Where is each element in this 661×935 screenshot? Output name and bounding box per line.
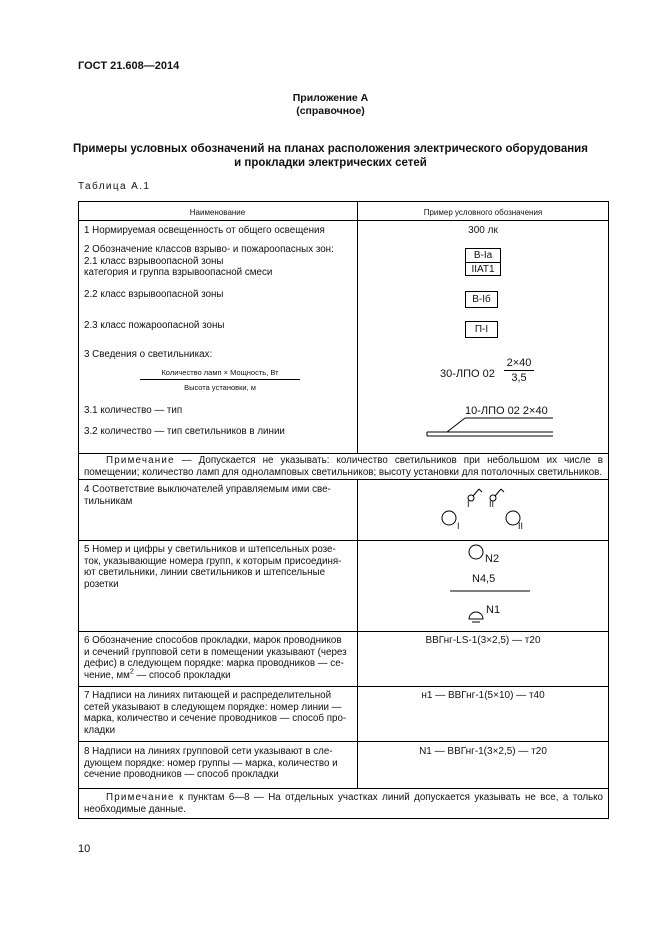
row-6-line: дефис) в следующем порядке: марка проводников — се- bbox=[84, 658, 344, 670]
zone-class-box-2-2: В-Iб bbox=[465, 291, 498, 308]
row-2-line: 2.1 класс взрывоопасной зоны bbox=[84, 255, 224, 267]
row-rule bbox=[78, 741, 609, 742]
socket-icon bbox=[469, 612, 483, 619]
row-4-name bbox=[84, 484, 351, 507]
table-caption: Таблица А.1 bbox=[78, 181, 151, 192]
note-1-label: Примечание bbox=[106, 455, 175, 466]
row-4-line: 4 Соответствие выключателей управляемым ими све- bbox=[84, 484, 331, 495]
appendix-subtitle: (справочное) bbox=[296, 105, 365, 117]
lamp-icon bbox=[442, 511, 456, 525]
line-group-label: N4,5 bbox=[472, 573, 496, 585]
switch-lever-tip bbox=[479, 489, 482, 492]
fixture-line-label: 10-ЛПО 02 2×40 bbox=[465, 405, 548, 417]
row-6-name bbox=[84, 635, 351, 681]
appendix-title: Приложение А bbox=[292, 92, 369, 104]
row-3-1-name: 3.1 количество — тип bbox=[84, 405, 183, 416]
fixture-symbol-den: 3,5 bbox=[511, 372, 527, 384]
row-6-line4-part: — способ прокладки bbox=[133, 669, 231, 681]
lamp-group-label: N2 bbox=[485, 553, 500, 565]
row-5-name bbox=[84, 544, 351, 590]
row-1-name: 1 Нормируемая освещенность от общего освещения bbox=[84, 225, 325, 236]
column-header-name: Наименование bbox=[189, 208, 246, 217]
fraction-denominator: Высота установки, м bbox=[184, 383, 256, 392]
zone-class-box bbox=[465, 248, 501, 276]
lamp-icon bbox=[469, 545, 483, 559]
switch-lever bbox=[473, 489, 479, 496]
row-7-name bbox=[84, 690, 351, 736]
row-7-line: 7 Надписи на линиях питающей и распределительной bbox=[84, 690, 332, 701]
note-1-text: — Допускается не указывать: количество светильников при небольшом их числе в помещении; количество ламп для одноламповых светильников; высоту установки для потолочных светильников. bbox=[84, 455, 603, 478]
row-2-line: категория и группа взрывоопасной смеси bbox=[84, 267, 273, 279]
appendix-heading bbox=[0, 92, 661, 118]
fraction-numerator: Количество ламп × Мощность, Вт bbox=[140, 368, 300, 380]
column-header-symbol: Пример условного обозначения bbox=[423, 208, 543, 217]
row-6-symbol: ВВГнг-LS-1(3×2,5) — т20 bbox=[425, 635, 541, 646]
row-6-line: 6 Обозначение способов прокладки, марок проводников bbox=[84, 635, 342, 646]
lamp-label-2: II bbox=[518, 521, 524, 531]
document-header: ГОСТ 21.608—2014 bbox=[78, 60, 180, 72]
table-note-2 bbox=[84, 792, 603, 815]
zone-class-top: В-Iа bbox=[466, 249, 500, 263]
fixture-symbol-fraction bbox=[504, 357, 534, 385]
switch-lever-tip bbox=[501, 489, 504, 492]
fixture-symbol-prefix: 30-ЛПО 02 bbox=[440, 368, 495, 380]
row-rule bbox=[78, 540, 609, 541]
row-3-name: 3 Сведения о светильниках: bbox=[84, 349, 213, 360]
row-6-line bbox=[84, 670, 351, 682]
note-2-text: к пунктам 6—8 — На отдельных участках линий допускается указывать не все, а только необходимые данные. bbox=[84, 792, 603, 815]
row-5-line: ток, указывающие номера групп, к которым присоединя- bbox=[84, 555, 342, 567]
lamp-label-1: I bbox=[457, 521, 460, 531]
row-rule bbox=[78, 788, 609, 789]
row-7-line: марка, количество и сечение проводников — способ про- bbox=[84, 713, 347, 725]
row-6-line: и сечений групповой сети в помещении указывают (через bbox=[84, 646, 347, 658]
header-rule bbox=[78, 220, 609, 221]
page-number: 10 bbox=[78, 843, 91, 855]
switch-label-2: II bbox=[489, 499, 495, 509]
row-rule bbox=[78, 631, 609, 632]
fixture-symbol-num: 2×40 bbox=[504, 357, 534, 371]
row-3-2-name: 3.2 количество — тип светильников в линии bbox=[84, 426, 285, 437]
note-2-label: Примечание bbox=[106, 792, 175, 803]
row-rule bbox=[78, 479, 609, 480]
row-7-line: кладки bbox=[84, 724, 116, 736]
row-8-line: дующем порядке: номер группы — марка, количество и bbox=[84, 757, 338, 769]
section-title bbox=[0, 142, 661, 170]
row-2-name bbox=[84, 244, 351, 279]
zone-class-box-2-3: П-I bbox=[465, 321, 498, 338]
switch-lever bbox=[495, 489, 501, 496]
row-2-line: 2 Обозначение классов взрыво- и пожароопасных зон: bbox=[84, 244, 334, 255]
row-4-line: тильникам bbox=[84, 495, 133, 507]
row-6-superscript: 2 bbox=[129, 668, 134, 676]
column-divider-upper bbox=[357, 201, 358, 453]
row-8-line: сечение проводников — способ прокладки bbox=[84, 769, 279, 781]
row-rule bbox=[78, 453, 609, 454]
switch-label-1: I bbox=[467, 499, 470, 509]
leader-line bbox=[447, 418, 465, 432]
section-title-line1: Примеры условных обозначений на планах расположения электрического оборудования bbox=[73, 143, 588, 155]
table-note-1 bbox=[84, 455, 603, 478]
row-5-line: розетки bbox=[84, 578, 119, 590]
row-8-name bbox=[84, 746, 351, 781]
row-5-line: ют светильники, линии светильников и штепсельные bbox=[84, 567, 326, 579]
zone-class-bottom: IIАТ1 bbox=[471, 264, 495, 275]
row-7-line: сетей указывают в следующем порядке: номер линии — bbox=[84, 701, 342, 713]
row-8-symbol: N1 — ВВГнг-1(3×2,5) — т20 bbox=[419, 746, 547, 757]
fixture-line-graphic bbox=[425, 415, 555, 441]
socket-group-label: N1 bbox=[486, 604, 501, 616]
row-7-symbol: н1 — ВВГнг-1(5×10) — т40 bbox=[421, 690, 545, 701]
row-6-line4-part: чение, мм bbox=[84, 669, 130, 681]
row-2-2-name: 2.2 класс взрывоопасной зоны bbox=[84, 289, 224, 300]
row-8-line: 8 Надписи на линиях групповой сети указывают в сле- bbox=[84, 746, 333, 757]
row-1-symbol: 300 лк bbox=[468, 225, 498, 236]
row-2-3-name: 2.3 класс пожароопасной зоны bbox=[84, 320, 225, 331]
row-5-line: 5 Номер и цифры у светильников и штепсельных розе- bbox=[84, 544, 336, 555]
row-rule bbox=[78, 686, 609, 687]
section-title-line2: и прокладки электрических сетей bbox=[234, 157, 427, 169]
fixture-fraction bbox=[140, 368, 300, 392]
